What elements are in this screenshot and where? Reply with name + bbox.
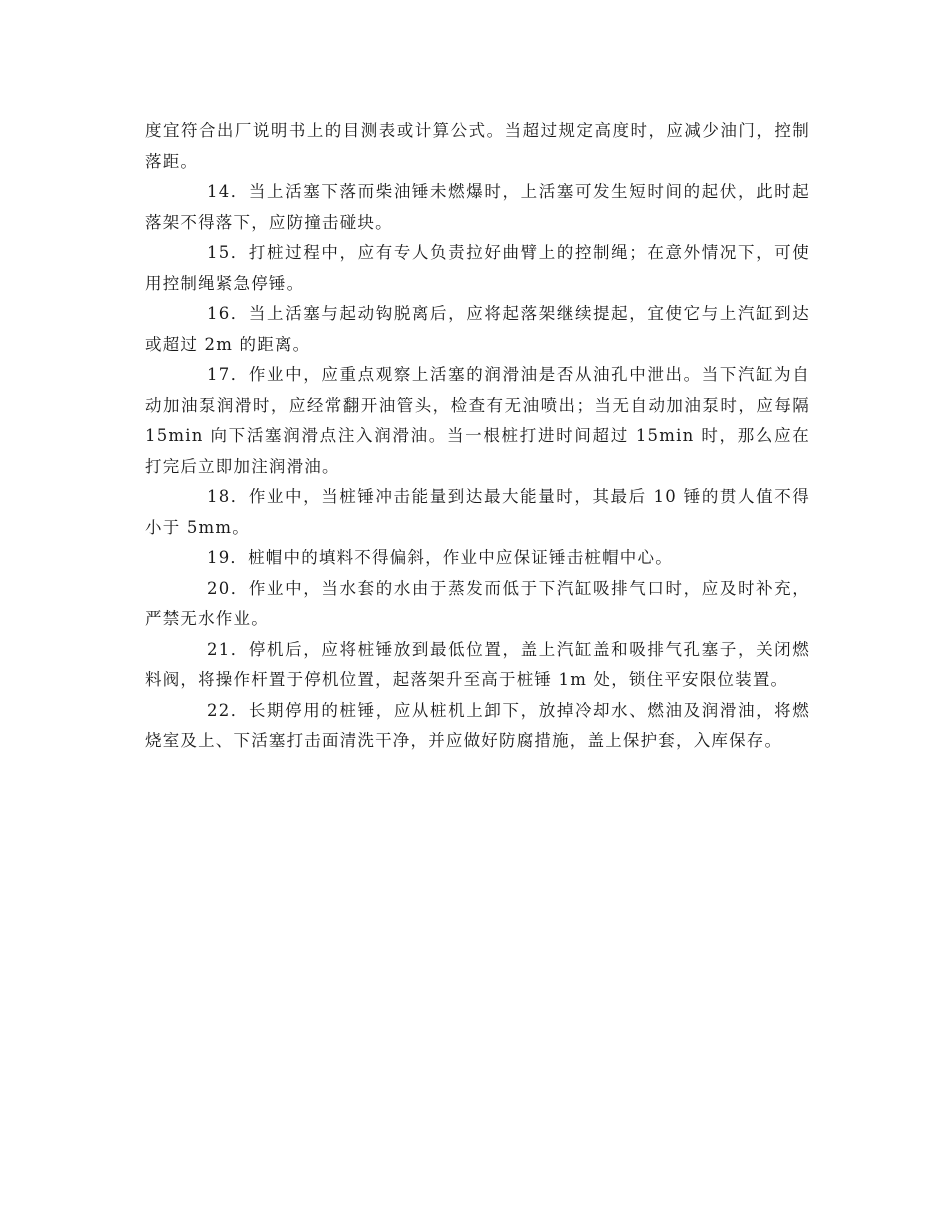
paragraph-item-19: 19．桩帽中的填料不得偏斜，作业中应保证锤击桩帽中心。 xyxy=(207,548,673,567)
paragraph-item-14: 14．当上活塞下落而柴油锤未燃爆时，上活塞可发生短时间的起伏，此时起落架不得落下，应防撞击碰块。 xyxy=(145,182,810,232)
paragraph-item-16: 16．当上活塞与起动钩脱离后，应将起落架继续提起，宜使它与上汽缸到达或超过 2m 的距离。 xyxy=(145,304,810,354)
paragraph-item-15: 15．打桩过程中，应有专人负责拉好曲臂上的控制绳；在意外情况下，可使用控制绳紧急停锤。 xyxy=(145,243,810,293)
paragraph-item-17: 17．作业中，应重点观察上活塞的润滑油是否从油孔中泄出。当下汽缸为自动加油泵润滑时，应经常翻开油管头，检查有无油喷出；当无自动加油泵时，应每隔 15min 向下活塞润滑点注入润滑油。当一根桩打进时间超过 15min 时，那么应在打完后立即加注润滑油。 xyxy=(145,365,810,476)
paragraph-item-21: 21．停机后，应将桩锤放到最低位置，盖上汽缸盖和吸排气孔塞子，关闭燃料阀，将操作杆置于停机位置，起落架升至高于桩锤 1m 处，锁住平安限位装置。 xyxy=(145,639,810,689)
paragraph-continuation: 度宜符合出厂说明书上的目测表或计算公式。当超过规定高度时，应减少油门，控制落距。 xyxy=(145,121,810,171)
document-body xyxy=(145,116,810,757)
paragraph-item-20: 20．作业中，当水套的水由于蒸发而低于下汽缸吸排气口时，应及时补充，严禁无水作业。 xyxy=(145,578,810,628)
paragraph-item-18: 18．作业中，当桩锤冲击能量到达最大能量时，其最后 10 锤的贯人值不得小于 5mm。 xyxy=(145,487,810,537)
paragraph-item-22: 22．长期停用的桩锤，应从桩机上卸下，放掉冷却水、燃油及润滑油，将燃烧室及上、下活塞打击面清洗干净，并应做好防腐措施，盖上保护套，入库保存。 xyxy=(145,700,810,750)
